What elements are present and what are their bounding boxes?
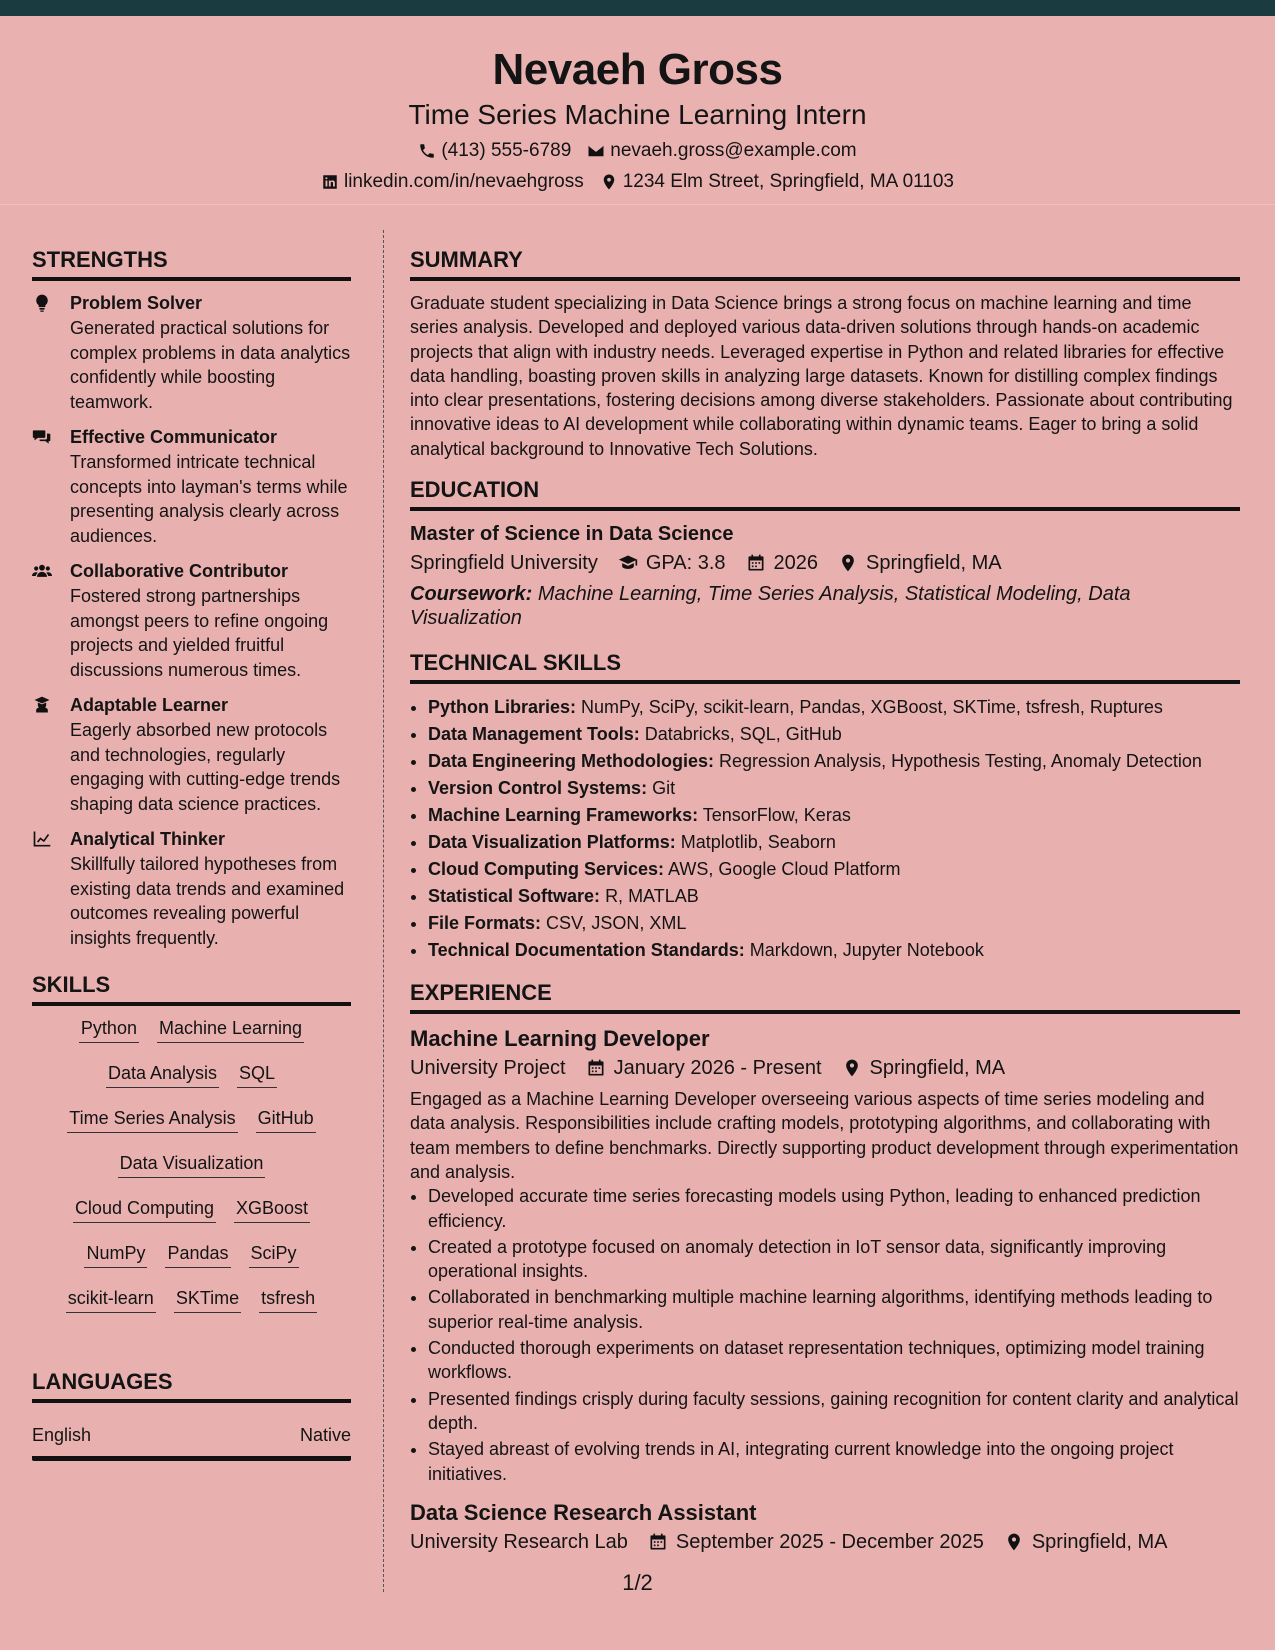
skill-tag: XGBoost <box>234 1196 310 1223</box>
tech-label: Data Visualization Platforms: <box>428 832 676 853</box>
email-text: nevaeh.gross@example.com <box>610 140 857 161</box>
tech-value: Regression Analysis, Hypothesis Testing, Anomaly Detection <box>719 751 1202 772</box>
list-item: • Created a prototype focused on anomaly detection in IoT sensor data, significantly improving operational insights. <box>428 1235 1240 1284</box>
strength-item <box>32 693 351 816</box>
skills-list <box>32 1016 351 1331</box>
phone-text: (413) 555-6789 <box>441 140 572 161</box>
strength-desc: Skillfully tailored hypotheses from existing data trends and examined outcomes revealing powerful insights frequently. <box>70 854 345 948</box>
strength-item <box>32 425 351 548</box>
strength-title: Analytical Thinker <box>70 829 226 849</box>
job-location: Springfield, MA <box>869 1057 1006 1080</box>
resume-header <box>0 16 1275 205</box>
strength-title: Adaptable Learner <box>70 695 229 715</box>
map-pin-icon <box>842 1058 862 1078</box>
list-item <box>428 748 1240 775</box>
language-level: Native <box>299 1425 351 1445</box>
tech-value: Matplotlib, Seaborn <box>680 832 836 853</box>
calendar-icon <box>746 553 766 573</box>
page-number: 1/2 <box>622 1570 653 1595</box>
tech-label: Technical Documentation Standards: <box>428 940 745 961</box>
strength-item <box>32 291 351 414</box>
linkedin-icon <box>321 173 339 191</box>
tech-value: Markdown, Jupyter Notebook <box>749 940 984 961</box>
list-item <box>428 694 1240 721</box>
language-name: English <box>32 1425 92 1445</box>
job-title: Data Science Research Assistant <box>410 1499 757 1525</box>
job-meta <box>410 1053 1240 1083</box>
education-heading: EDUCATION <box>410 475 1240 511</box>
coursework-text: Machine Learning, Time Series Analysis, Statistical Modeling, Data Visualization <box>410 583 1131 630</box>
strength-desc: Fostered strong partnerships amongst peers to refine ongoing projects and yielded fruitful discussions numerous times. <box>70 586 329 680</box>
skill-tag: Cloud Computing <box>73 1196 216 1223</box>
calendar-icon <box>586 1058 606 1078</box>
strength-desc: Eagerly absorbed new protocols and technologies, regularly engaging with cutting-edge trends shaping data science practices. <box>70 720 341 814</box>
contact-address <box>600 170 954 194</box>
job-title: Machine Learning Developer <box>410 1026 710 1052</box>
list-item: • Stayed abreast of evolving trends in AI, integrating current knowledge into the ongoing project initiatives. <box>428 1437 1240 1486</box>
education-location: Springfield, MA <box>866 552 1002 575</box>
strength-desc: Generated practical solutions for complex problems in data analytics confidently while boosting teamwork. <box>70 318 351 412</box>
contact-phone[interactable] <box>418 139 571 163</box>
technical-skills-heading: TECHNICAL SKILLS <box>410 648 1240 684</box>
skill-tag: tsfresh <box>259 1286 317 1313</box>
strength-item <box>32 559 351 682</box>
strength-item <box>32 827 351 950</box>
list-item <box>428 883 1240 910</box>
skill-tag: Time Series Analysis <box>67 1106 237 1133</box>
envelope-icon <box>587 142 605 160</box>
contact-line-2 <box>0 170 1275 194</box>
map-pin-icon <box>838 553 858 573</box>
skill-tag: scikit-learn <box>66 1286 156 1313</box>
users-icon <box>32 561 52 581</box>
candidate-name: Nevaeh Gross <box>492 45 783 94</box>
list-item <box>428 802 1240 829</box>
coursework <box>410 582 1240 630</box>
tech-label: Data Management Tools: <box>428 724 640 745</box>
tech-label: Python Libraries: <box>428 697 577 718</box>
experience-heading: EXPERIENCE <box>410 978 1240 1014</box>
job-dates: January 2026 - Present <box>613 1057 822 1080</box>
skill-tag: GitHub <box>256 1106 316 1133</box>
skill-tag: Data Analysis <box>106 1061 219 1088</box>
tech-value: CSV, JSON, XML <box>546 913 687 934</box>
skill-tag: SciPy <box>249 1241 299 1268</box>
tech-value: TensorFlow, Keras <box>702 805 851 826</box>
tech-label: Cloud Computing Services: <box>428 859 665 880</box>
education-year: 2026 <box>773 552 819 575</box>
skill-tag: SKTime <box>174 1286 241 1313</box>
tech-label: Data Engineering Methodologies: <box>428 751 715 772</box>
coursework-label: Coursework: <box>410 583 533 606</box>
skill-tag: Python <box>79 1016 139 1043</box>
education-meta <box>410 548 1240 578</box>
tech-label: Statistical Software: <box>428 886 601 907</box>
address-text: 1234 Elm Street, Springfield, MA 01103 <box>622 171 955 192</box>
strength-desc: Transformed intricate technical concepts into layman's terms while presenting analysis clearly across audiences. <box>70 452 348 546</box>
list-item <box>428 856 1240 883</box>
skill-tag: Pandas <box>165 1241 230 1268</box>
tech-value: AWS, Google Cloud Platform <box>668 859 901 880</box>
job-org: University Research Lab <box>410 1530 628 1553</box>
comments-icon <box>32 427 52 447</box>
education-degree: Master of Science in Data Science <box>410 523 734 546</box>
strength-title: Effective Communicator <box>70 427 278 447</box>
list-item <box>428 910 1240 937</box>
contact-line-1 <box>0 139 1275 163</box>
job-dates: September 2025 - December 2025 <box>675 1530 984 1553</box>
tech-label: Machine Learning Frameworks: <box>428 805 699 826</box>
candidate-title: Time Series Machine Learning Intern <box>408 99 867 130</box>
job-location: Springfield, MA <box>1031 1530 1168 1553</box>
top-bar <box>0 0 1275 16</box>
tech-label: Version Control Systems: <box>428 778 648 799</box>
graduation-cap-icon <box>618 553 638 573</box>
technical-skills-list <box>410 694 1240 964</box>
map-pin-icon <box>600 173 618 191</box>
job-bullets <box>410 1184 1240 1486</box>
language-item <box>32 1413 351 1461</box>
skill-tag: Data Visualization <box>118 1151 266 1178</box>
list-item <box>428 829 1240 856</box>
strength-title: Collaborative Contributor <box>70 561 289 581</box>
phone-icon <box>418 142 436 160</box>
education-gpa: GPA: 3.8 <box>645 552 726 575</box>
contact-linkedin[interactable] <box>321 170 584 194</box>
left-column <box>32 245 351 1461</box>
line-chart-icon <box>32 829 52 849</box>
languages-heading: LANGUAGES <box>32 1367 351 1403</box>
summary-text: Graduate student specializing in Data Science brings a strong focus on machine learning and time series analysis. Developed and deployed various data-driven solutions through hands-on academic projects that align with industry needs. Leveraged expertise in Python and related libraries for effective data handling, boasting proven skills in analyzing large datasets. Known for distilling complex findings into clear presentations, fostering decisions among diverse stakeholders. Passionate about contributing innovative ideas to AI development while collaborating within dynamic teams. Eager to bring a solid analytical background to Innovative Tech Solutions. <box>410 293 1233 459</box>
tech-value: Databricks, SQL, GitHub <box>644 724 842 745</box>
list-item: • Developed accurate time series forecasting models using Python, leading to enhanced prediction efficiency. <box>428 1184 1240 1233</box>
list-item: • Conducted thorough experiments on dataset representation techniques, optimizing model training workflows. <box>428 1336 1240 1385</box>
job-org: University Project <box>410 1057 566 1080</box>
summary-heading: SUMMARY <box>410 245 1240 281</box>
skill-tag: NumPy <box>84 1241 147 1268</box>
linkedin-text: linkedin.com/in/nevaehgross <box>343 171 584 192</box>
list-item: • Presented findings crisply during faculty sessions, gaining recognition for content clarity and analytical depth. <box>428 1387 1240 1436</box>
tech-value: NumPy, SciPy, scikit-learn, Pandas, XGBoost, SKTime, tsfresh, Ruptures <box>581 697 1163 718</box>
education-school: Springfield University <box>410 552 598 575</box>
tech-value: Git <box>652 778 676 799</box>
list-item <box>428 721 1240 748</box>
skill-tag: SQL <box>237 1061 277 1088</box>
tech-label: File Formats: <box>428 913 542 934</box>
skills-heading: SKILLS <box>32 970 351 1006</box>
right-column <box>410 245 1240 1557</box>
tech-value: R, MATLAB <box>605 886 699 907</box>
list-item <box>428 937 1240 964</box>
strengths-heading: STRENGTHS <box>32 245 351 281</box>
list-item <box>428 775 1240 802</box>
calendar-icon <box>648 1532 668 1552</box>
map-pin-icon <box>1004 1532 1024 1552</box>
skill-tag: Machine Learning <box>157 1016 304 1043</box>
strength-title: Problem Solver <box>70 293 203 313</box>
job-meta <box>410 1527 1240 1557</box>
lightbulb-icon <box>32 293 52 313</box>
list-item: • Collaborated in benchmarking multiple machine learning algorithms, identifying methods leading to superior real-time analysis. <box>428 1285 1240 1334</box>
job-description: Engaged as a Machine Learning Developer overseeing various aspects of time series modeling and data analysis. Responsibilities include crafting models, prototyping algorithms, and collaborating with team members to define benchmarks. Directly supporting product development through experimentation and analysis. <box>410 1089 1239 1182</box>
contact-email[interactable] <box>587 139 856 163</box>
graduate-icon <box>32 695 52 715</box>
column-divider <box>383 230 384 1592</box>
